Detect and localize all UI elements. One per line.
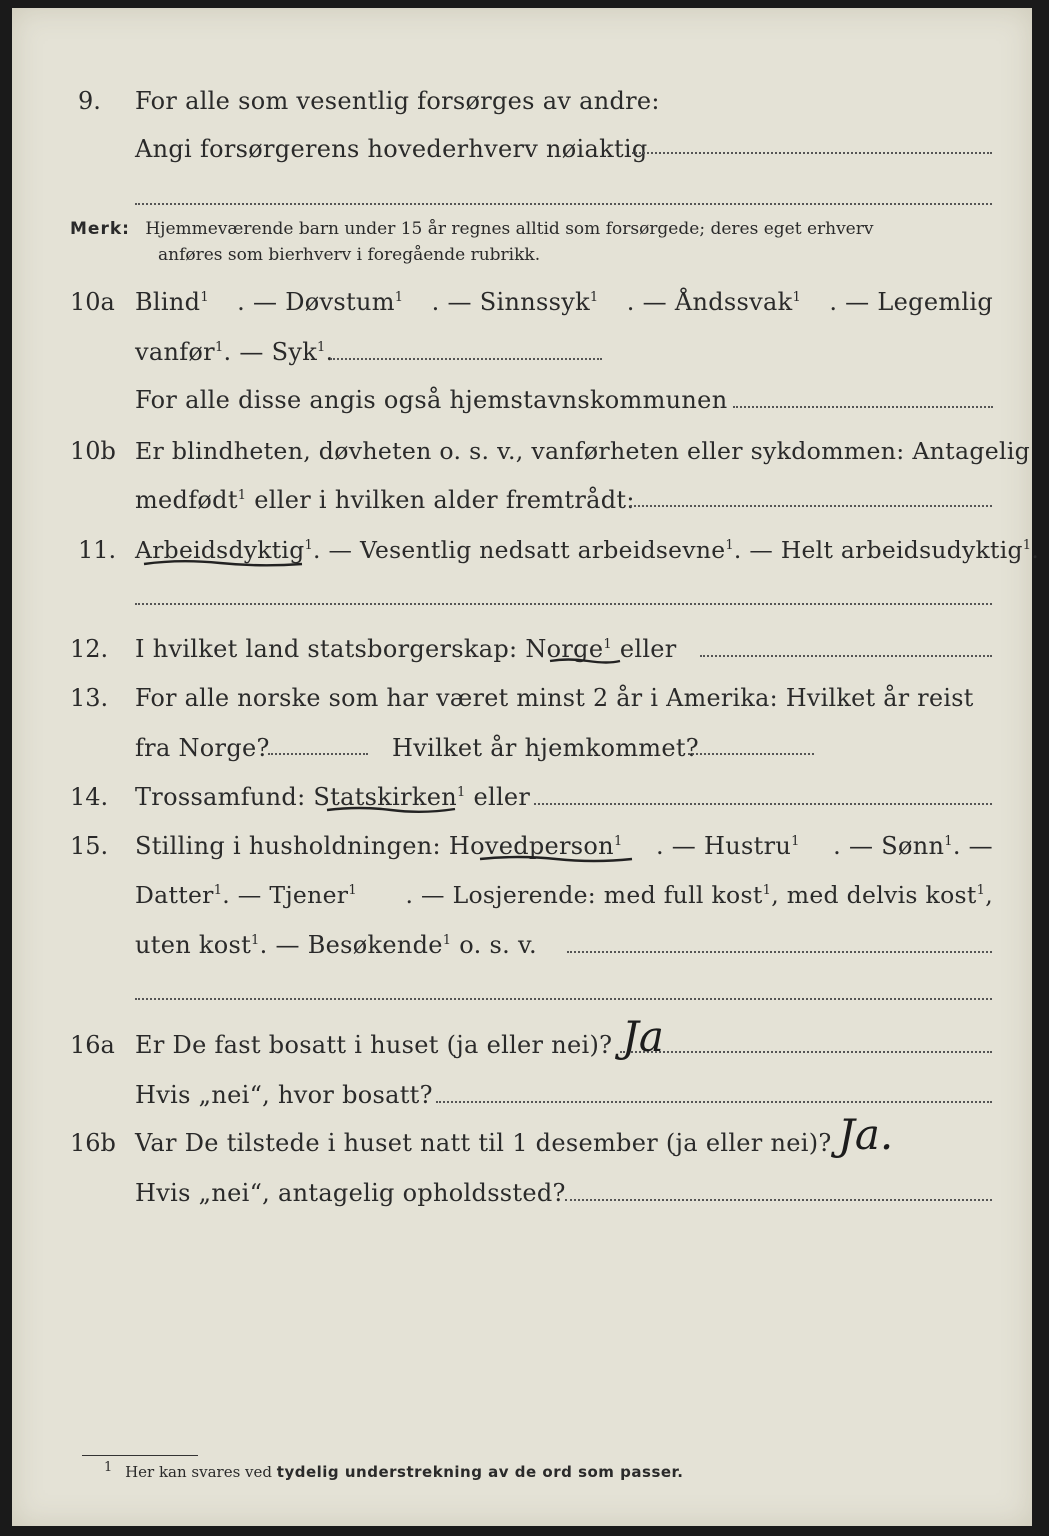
q12-number: 12. bbox=[70, 635, 109, 663]
q16b-number: 16b bbox=[70, 1129, 116, 1157]
q16a-answer-line bbox=[620, 1051, 992, 1053]
merk-line1: Hjemmeværende barn under 15 år regnes alltid som forsørgede; deres eget erhverv bbox=[145, 219, 874, 239]
underline-arbeidsdyktig bbox=[140, 556, 305, 572]
q16a-handwritten-answer: Ja bbox=[622, 1012, 664, 1061]
q13-reist-line bbox=[268, 753, 368, 755]
option-hovedperson: Hovedperson bbox=[448, 832, 614, 860]
q15-answer-line-2 bbox=[135, 998, 992, 1000]
q9-answer-line-2 bbox=[135, 203, 992, 205]
underline-norge bbox=[548, 655, 622, 667]
q10a-line1: Blind$^1$ . — Døvstum$^1$ . — Sinnssyk$^1$ . — Åndssvak$^1$ . — Legemlig bbox=[135, 288, 993, 316]
q10a-line3: For alle disse angis også hjemstavnskommunen bbox=[135, 386, 728, 414]
q16a-bosatt-line bbox=[436, 1101, 992, 1103]
q16b-handwritten-answer: Ja. bbox=[838, 1110, 894, 1159]
option-norge: Norge bbox=[525, 635, 604, 663]
footnote: 1 Her kan svares ved tydelig understrekning av de ord som passer. bbox=[104, 1460, 684, 1481]
q15-answer-line bbox=[567, 951, 992, 953]
option-sinnssyk: . — Sinnssyk bbox=[431, 288, 590, 316]
option-statskirken: Statskirken bbox=[313, 783, 457, 811]
q10b-number: 10b bbox=[70, 437, 116, 465]
q13-line2b: Hvilket år hjemkommet? bbox=[392, 734, 699, 762]
q15-line2: Datter$^1$. — Tjener$^1$ . — Losjerende: med full kost$^1$, med delvis kost$^1$, bbox=[135, 881, 993, 909]
q15-number: 15. bbox=[70, 832, 109, 860]
underline-hovedperson bbox=[478, 852, 634, 866]
q9-line2: Angi forsørgerens hovederhverv nøiaktig bbox=[135, 135, 648, 163]
q10a-line2: vanfør$^1$. — Syk$^1$. bbox=[135, 338, 334, 366]
q14-answer-line bbox=[534, 803, 992, 805]
q16b-answer-line bbox=[565, 1199, 992, 1201]
underline-statskirken bbox=[325, 803, 457, 817]
option-legemlig: . — Legemlig bbox=[829, 288, 993, 316]
q16a-number: 16a bbox=[70, 1031, 115, 1059]
footnote-rule bbox=[82, 1455, 198, 1456]
q11-number: 11. bbox=[78, 536, 117, 564]
q12-answer-line bbox=[700, 655, 992, 657]
q10a-hjemstavn-line bbox=[733, 406, 993, 408]
q10a-answer-line bbox=[330, 358, 602, 360]
q16b-line2: Hvis „nei“, antagelig opholdssted? bbox=[135, 1179, 566, 1207]
merk-note bbox=[70, 216, 873, 242]
merk-label: Merk: bbox=[70, 219, 130, 239]
q15-line1: Stilling i husholdningen: Hovedperson$^1$ . — Hustru$^1$ . — Sønn$^1$. — bbox=[135, 832, 993, 860]
q10b-answer-line bbox=[630, 505, 992, 507]
q11-line: Arbeidsdyktig$^1$. — Vesentlig nedsatt arbeidsevne$^1$. — Helt arbeidsudyktig$^1$. bbox=[135, 536, 1040, 564]
q11-answer-line bbox=[135, 603, 992, 605]
merk-line2: anføres som bierhverv i foregående rubrikk. bbox=[158, 245, 541, 265]
q10b-line1: Er blindheten, døvheten o. s. v., vanførheten eller sykdommen: Antagelig bbox=[135, 437, 1031, 465]
q9-number: 9. bbox=[78, 87, 101, 115]
q16b-line1: Var De tilstede i huset natt til 1 desember (ja eller nei)? bbox=[135, 1129, 832, 1157]
q13-hjemkommet-line bbox=[688, 753, 814, 755]
q15-line3: uten kost$^1$. — Besøkende$^1$ o. s. v. bbox=[135, 931, 537, 959]
q13-line1: For alle norske som har været minst 2 år i Amerika: Hvilket år reist bbox=[135, 684, 974, 712]
option-blind: Blind bbox=[135, 288, 201, 316]
option-andssvak: . — Åndssvak bbox=[626, 288, 793, 316]
option-arbeidsdyktig: Arbeidsdyktig bbox=[135, 536, 305, 564]
q10a-number: 10a bbox=[70, 288, 115, 316]
q12-line: I hvilket land statsborgerskap: Norge$^1$ eller bbox=[135, 635, 677, 663]
q9-line1: For alle som vesentlig forsørges av andre: bbox=[135, 87, 660, 115]
q16a-line2: Hvis „nei“, hvor bosatt? bbox=[135, 1081, 433, 1109]
q14-number: 14. bbox=[70, 783, 109, 811]
option-dovstum: . — Døvstum bbox=[237, 288, 395, 316]
q14-line: Trossamfund: Statskirken$^1$ eller bbox=[135, 783, 531, 811]
q16a-line1: Er De fast bosatt i huset (ja eller nei)? bbox=[135, 1031, 613, 1059]
q9-answer-line bbox=[632, 152, 992, 154]
q13-line2a: fra Norge? bbox=[135, 734, 270, 762]
q13-number: 13. bbox=[70, 684, 109, 712]
q10b-line2: medfødt$^1$ eller i hvilken alder fremtrådt: bbox=[135, 486, 635, 514]
